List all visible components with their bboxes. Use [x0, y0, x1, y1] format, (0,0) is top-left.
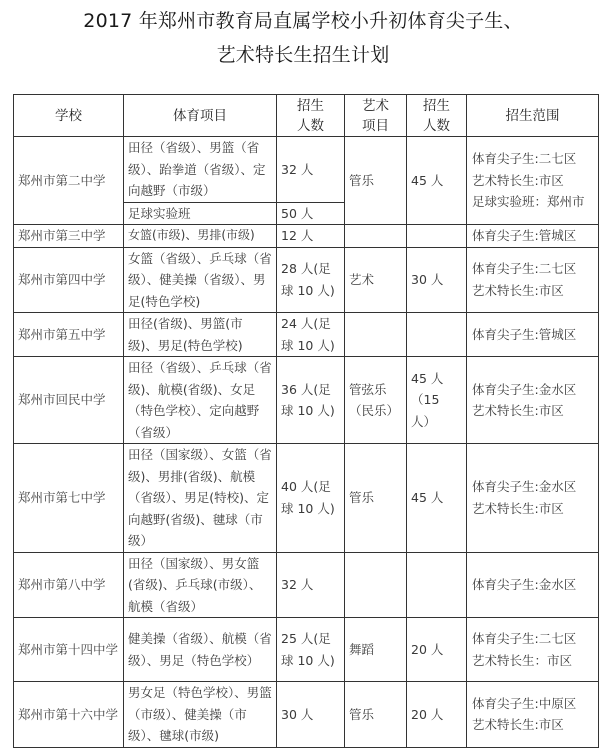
sports-items: 女篮（省级）、乒乓球（省级）、健美操（省级）、男足(特色学校) — [124, 247, 277, 313]
table-row — [14, 225, 599, 248]
header-school: 学校 — [14, 95, 124, 137]
sports-items: 田径（国家级）、女篮（省级)、男排(省级)、航模（省级）、男足(特校)、定向越野(省级)、毽球（市级） — [124, 444, 277, 553]
sports-items: 田径（省级）、乒乓球（省级)、航模(省级)、女足（特色学校）、定向越野（省级） — [124, 357, 277, 444]
table-row — [14, 552, 599, 618]
school-name: 郑州市第十四中学 — [14, 618, 124, 682]
arts-item: 艺术 — [345, 247, 407, 313]
admission-plan-table — [13, 94, 599, 748]
sports-count: 24 人(足球 10 人) — [277, 313, 345, 357]
header-sports-count: 招生 人数 — [277, 95, 345, 137]
sports-count: 28 人(足球 10 人) — [277, 247, 345, 313]
school-name: 郑州市第二中学 — [14, 137, 124, 225]
school-name: 郑州市第三中学 — [14, 225, 124, 248]
sports-count: 32 人 — [277, 552, 345, 618]
arts-item: 管乐 — [345, 137, 407, 225]
page-title-line-1: 2017 年郑州市教育局直属学校小升初体育尖子生、 — [83, 10, 523, 32]
arts-count: 20 人 — [407, 618, 467, 682]
arts-item: 舞蹈 — [345, 618, 407, 682]
sports-count: 40 人(足球 10 人) — [277, 444, 345, 553]
table-row — [14, 313, 599, 357]
sports-items: 女篮(市级)、男排(市级) — [124, 225, 277, 248]
table-header-row — [14, 95, 599, 137]
admission-range: 体育尖子生:管城区 — [467, 225, 599, 248]
header-range: 招生范围 — [467, 95, 599, 137]
admission-range: 体育尖子生:二七区 艺术特长生：市区 — [467, 618, 599, 682]
arts-count: 45 人 — [407, 444, 467, 553]
sports-count: 36 人(足球 10 人) — [277, 357, 345, 444]
admission-range: 体育尖子生:金水区 — [467, 552, 599, 618]
arts-count: 20 人 — [407, 682, 467, 748]
sports-count: 32 人 — [277, 137, 345, 203]
sports-items: 田径（国家级）、男女篮(省级)、乒乓球(市级）、航模（省级） — [124, 552, 277, 618]
admission-range: 体育尖子生:中原区 艺术特长生:市区 — [467, 682, 599, 748]
admission-range: 体育尖子生:管城区 — [467, 313, 599, 357]
sports-count: 25 人(足球 10 人) — [277, 618, 345, 682]
school-name: 郑州市第五中学 — [14, 313, 124, 357]
page-title-line-2: 艺术特长生招生计划 — [216, 44, 390, 66]
table-row — [14, 618, 599, 682]
arts-count — [407, 225, 467, 248]
arts-count: 30 人 — [407, 247, 467, 313]
school-name: 郑州市第八中学 — [14, 552, 124, 618]
arts-count — [407, 313, 467, 357]
table-row — [14, 444, 599, 553]
arts-item — [345, 552, 407, 618]
sports-items: 健美操（省级）、航模（省级）、男足（特色学校） — [124, 618, 277, 682]
school-name: 郑州市回民中学 — [14, 357, 124, 444]
school-name: 郑州市第四中学 — [14, 247, 124, 313]
school-name: 郑州市第十六中学 — [14, 682, 124, 748]
arts-count — [407, 552, 467, 618]
arts-item: 管乐 — [345, 682, 407, 748]
header-arts: 艺术 项目 — [345, 95, 407, 137]
table-row — [14, 247, 599, 313]
arts-item: 管弦乐（民乐） — [345, 357, 407, 444]
sports-items-sub: 足球实验班 — [124, 202, 277, 225]
sports-count: 30 人 — [277, 682, 345, 748]
sports-items: 男女足（特色学校）、男篮（市级）、健美操（市级）、毽球(市级) — [124, 682, 277, 748]
arts-count: 45 人 — [407, 137, 467, 225]
header-arts-count: 招生 人数 — [407, 95, 467, 137]
admission-range: 体育尖子生:金水区 艺术特长生:市区 — [467, 444, 599, 553]
arts-item — [345, 313, 407, 357]
table-row — [14, 682, 599, 748]
sports-items: 田径（省级）、男篮（省级）、跆拳道（省级）、定向越野（市级） — [124, 137, 277, 203]
table-row — [14, 137, 599, 203]
header-sports: 体育项目 — [124, 95, 277, 137]
school-name: 郑州市第七中学 — [14, 444, 124, 553]
arts-item — [345, 225, 407, 248]
arts-item: 管乐 — [345, 444, 407, 553]
table-row — [14, 357, 599, 444]
arts-count: 45 人（15 人） — [407, 357, 467, 444]
sports-count-sub: 50 人 — [277, 202, 345, 225]
admission-range: 体育尖子生:二七区 艺术特长生:市区 — [467, 247, 599, 313]
admission-range: 体育尖子生:二七区 艺术特长生:市区 足球实验班：郑州市 — [467, 137, 599, 225]
sports-count: 12 人 — [277, 225, 345, 248]
sports-items: 田径(省级)、男篮(市级)、男足(特色学校) — [124, 313, 277, 357]
admission-range: 体育尖子生:金水区 艺术特长生:市区 — [467, 357, 599, 444]
